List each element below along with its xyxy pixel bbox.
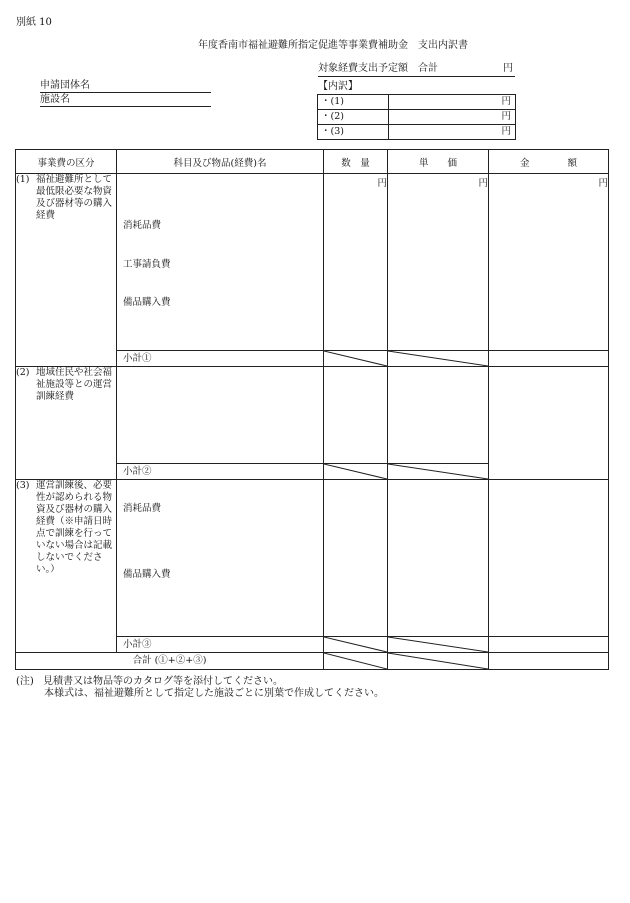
breakdown-label: 【内訳】: [318, 81, 358, 92]
breakdown-row-label: ・(1): [318, 95, 389, 110]
subtotal-3-unit-price: [388, 637, 489, 653]
total-unit-price: [388, 653, 489, 670]
section-1-amount-yen: 円: [489, 174, 609, 351]
total-expense-yen: 円: [503, 63, 513, 74]
section-3-unit-price: [388, 480, 489, 637]
section-3-row: [16, 480, 609, 637]
section-3-amount: [489, 480, 609, 637]
breakdown-row-yen: 円: [389, 95, 516, 110]
org-name-label: 申請団体名: [40, 80, 90, 91]
total-label: 合計 (①+②+③): [16, 653, 324, 670]
diagonal-strike: [388, 653, 488, 669]
section-2-items-cell: [117, 367, 324, 464]
header-quantity: 数 量: [324, 150, 388, 174]
section-3-number: (3): [16, 480, 30, 491]
section-2-quantity: [324, 367, 388, 464]
diagonal-strike: [388, 464, 488, 479]
subtotal-2-label: 小計②: [117, 464, 324, 480]
subtotal-1-amount: [489, 351, 609, 367]
subtotal-1-unit-price: [388, 351, 489, 367]
diagonal-strike: [388, 351, 488, 366]
section-1-category: [16, 174, 117, 367]
facility-name-field: [40, 94, 211, 107]
header-amount: 金 額: [489, 150, 609, 174]
header-unit-price: 単 価: [388, 150, 489, 174]
section-1-item: 消耗品費: [123, 220, 162, 231]
section-1-text: 福祉避難所として最低限必要な物資及び器材等の購入経費: [36, 174, 113, 221]
breakdown-row: [318, 95, 516, 110]
note-prefix: (注): [16, 676, 34, 687]
subtotal-2-unit-price: [388, 464, 489, 480]
total-amount: [489, 653, 609, 670]
section-3-quantity: [324, 480, 388, 637]
header-items: 科目及び物品(経費)名: [117, 150, 324, 174]
note-line-1: [16, 676, 283, 688]
form-number: 別紙 10: [16, 17, 52, 28]
section-3-item: 備品購入費: [123, 569, 171, 580]
subtotal-1-label: 小計①: [117, 351, 324, 367]
document-title: 年度香南市福祉避難所指定促進等事業費補助金 支出内訳書: [198, 40, 468, 51]
note-text-1: 見積書又は物品等のカタログ等を添付してください。: [43, 676, 283, 687]
subtotal-3-quantity: [324, 637, 388, 653]
section-2-category: [16, 367, 117, 480]
subtotal-1-quantity: [324, 351, 388, 367]
section-2-row: [16, 367, 609, 464]
section-1-number: (1): [16, 174, 30, 185]
section-1-row: [16, 174, 609, 351]
section-3-item: 消耗品費: [123, 503, 162, 514]
table-header-row: [16, 150, 609, 174]
breakdown-row: [318, 125, 516, 140]
section-3-text: 運営訓練後、必要性が認められる物資及び器材の購入経費（※申請日時点で訓練を行っていない場合は記載しないでください。）: [36, 480, 113, 575]
diagonal-strike: [324, 351, 387, 366]
diagonal-strike: [324, 464, 387, 479]
subtotal-2-quantity: [324, 464, 388, 480]
total-expense-line: [318, 63, 515, 77]
section-2-unit-price: [388, 367, 489, 464]
section-1-item: 工事請負費: [123, 259, 171, 270]
section-2-text: 地域住民や社会福祉施設等との運営訓練経費: [36, 367, 113, 402]
header-category: 事業費の区分: [16, 150, 117, 174]
section-2-number: (2): [16, 367, 30, 378]
expense-table: [15, 149, 609, 670]
subtotal-3-label: 小計③: [117, 637, 324, 653]
section-1-quantity-yen: 円: [324, 174, 388, 351]
breakdown-row-yen: 円: [389, 110, 516, 125]
facility-name-label: 施設名: [40, 94, 70, 105]
breakdown-row-label: ・(3): [318, 125, 389, 140]
breakdown-row: [318, 110, 516, 125]
section-3-items-cell: [117, 480, 324, 637]
section-3-category: [16, 480, 117, 653]
org-name-field: [40, 80, 211, 93]
breakdown-table: [317, 94, 516, 140]
section-2-amount: [489, 367, 609, 480]
section-1-unit-price-yen: 円: [388, 174, 489, 351]
diagonal-strike: [324, 637, 387, 652]
diagonal-strike: [324, 653, 387, 669]
breakdown-row-label: ・(2): [318, 110, 389, 125]
total-quantity: [324, 653, 388, 670]
section-1-item: 備品購入費: [123, 297, 171, 308]
total-row: [16, 653, 609, 670]
section-1-items-cell: [117, 174, 324, 351]
breakdown-row-yen: 円: [389, 125, 516, 140]
total-expense-label: 対象経費支出予定額 合計: [318, 63, 438, 74]
subtotal-3-amount: [489, 637, 609, 653]
diagonal-strike: [388, 637, 488, 652]
note-text-2: 本様式は、福祉避難所として指定した施設ごとに別葉で作成してください。: [44, 688, 384, 699]
